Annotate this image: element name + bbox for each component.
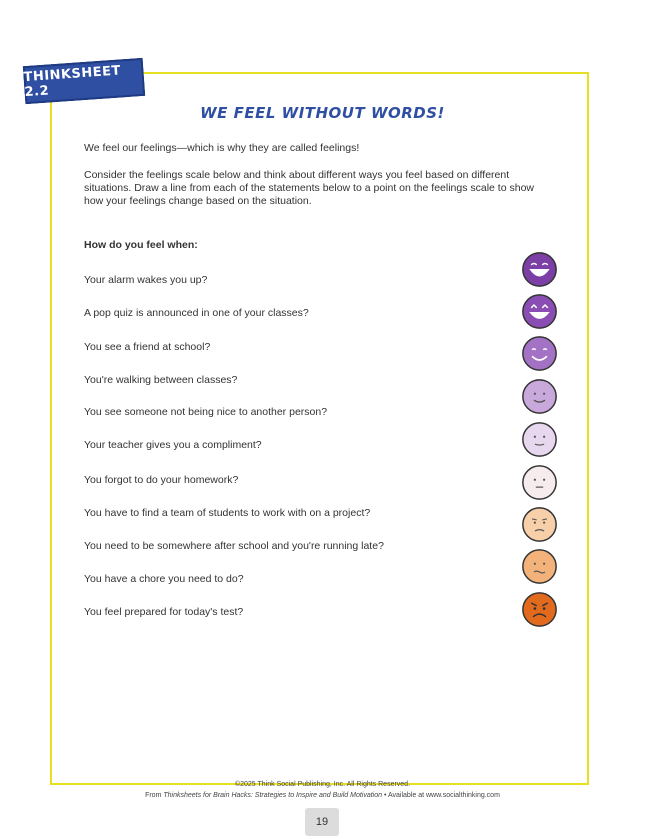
intro-instructions: Consider the feelings scale below and think about different ways you feel based on different situations. Draw a line from each of the statements below to a point on the feelings scale to show how your feelings change based on the situation.: [84, 169, 534, 207]
statement-2: A pop quiz is announced in one of your classes?: [84, 307, 309, 319]
angry-face-icon: [521, 591, 558, 628]
source-suffix: • Available at www.socialthinking.com: [382, 792, 500, 799]
calm-face-icon: [521, 464, 558, 501]
statement-3: You see a friend at school?: [84, 341, 211, 353]
statement-11: You feel prepared for today's test?: [84, 606, 244, 618]
statement-7: You forgot to do your homework?: [84, 474, 239, 486]
page-title: WE FEEL WITHOUT WORDS!: [200, 104, 445, 122]
intro-line-1: We feel our feelings—which is why they are called feelings!: [84, 142, 360, 154]
statement-9: You need to be somewhere after school and you're running late?: [84, 540, 384, 552]
source-line: [0, 792, 645, 799]
unsure-face-icon: [521, 548, 558, 585]
statement-5: You see someone not being nice to another person?: [84, 406, 328, 418]
slight-smile-face-icon: [521, 378, 558, 415]
source-title: Thinksheets for Brain Hacks: Strategies to Inspire and Build Motivation: [163, 792, 383, 799]
laughing-face-icon: [521, 293, 558, 330]
source-prefix: From: [145, 792, 164, 799]
statement-1: Your alarm wakes you up?: [84, 274, 208, 286]
very-happy-face-icon: [521, 251, 558, 288]
thinksheet-tag: THINKSHEET 2.2: [23, 58, 145, 104]
uneasy-face-icon: [521, 506, 558, 543]
smiling-face-icon: [521, 335, 558, 372]
neutral-face-icon: [521, 421, 558, 458]
statement-10: You have a chore you need to do?: [84, 573, 244, 585]
statement-6: Your teacher gives you a compliment?: [84, 439, 262, 451]
question-heading: How do you feel when:: [84, 239, 198, 251]
copyright-line: ©2025 Think Social Publishing, Inc. All Rights Reserved.: [234, 781, 411, 788]
page-number: 19: [305, 808, 339, 836]
statement-4: You're walking between classes?: [84, 374, 238, 386]
statement-8: You have to find a team of students to work with on a project?: [84, 507, 371, 519]
